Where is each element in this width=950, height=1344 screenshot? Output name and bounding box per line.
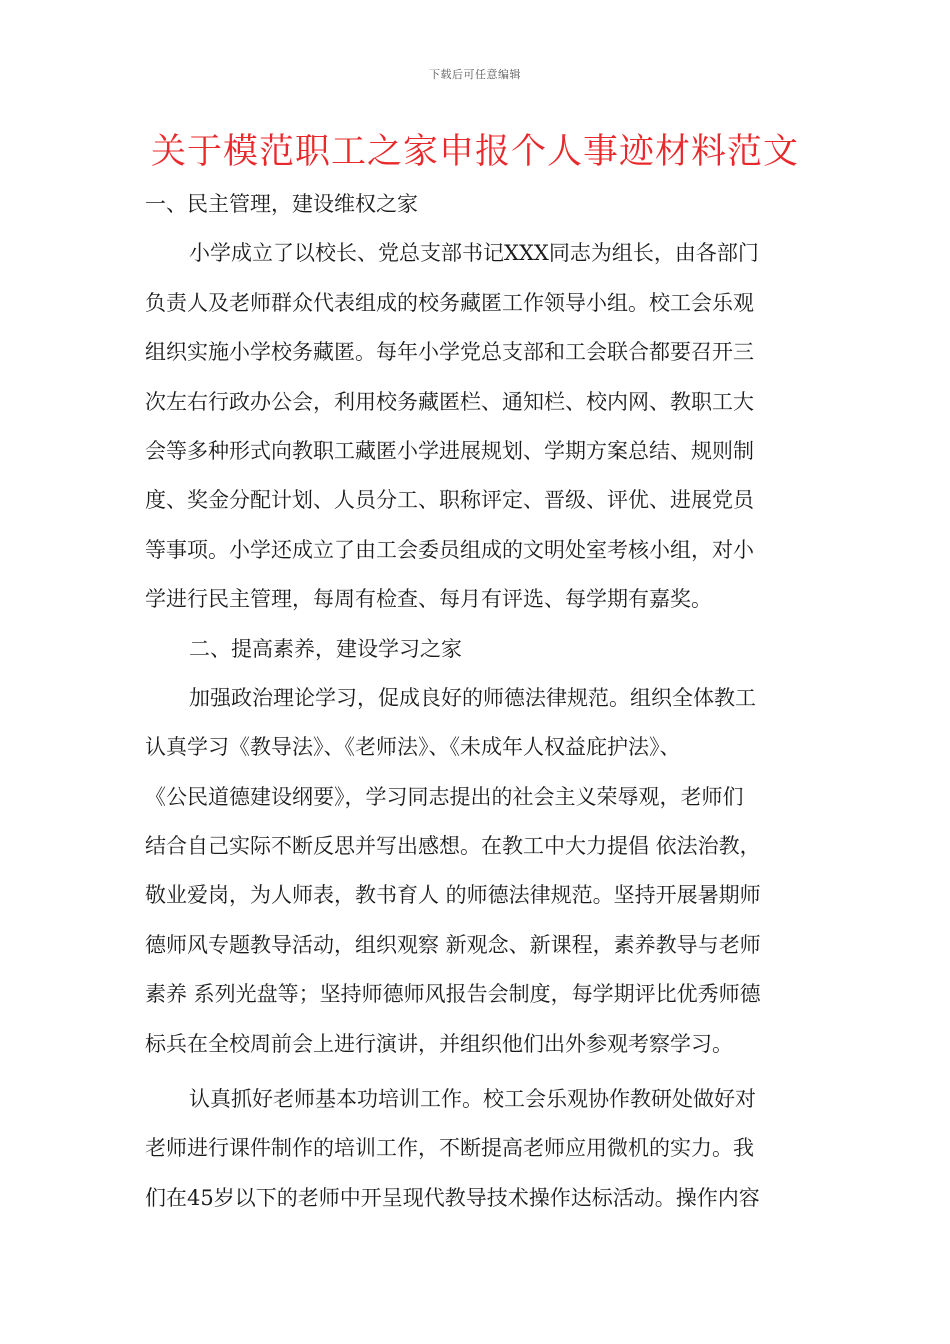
header-note: 下载后可任意编辑 <box>429 68 521 81</box>
paragraph-line: 标兵在全校周前会上进行演讲，并组织他们出外参观考察学习。 <box>145 1031 733 1056</box>
paragraph-line: 《公民道德建设纲要》，学习同志提出的社会主义荣辱观，老师们 <box>145 784 744 809</box>
paragraph-line: 结合自己实际不断反思并写出感想。在教工中大力提倡 依法治教， <box>145 834 761 859</box>
section-heading-1: 一、民主管理，建设维权之家 <box>145 192 418 216</box>
paragraph-line: 素养 系列光盘等；坚持师德师风报告会制度，每学期评比优秀师德 <box>145 982 761 1007</box>
paragraph-line: 敬业爱岗，为人师表，教书育人 的师德法律规范。坚持开展暑期师 <box>145 883 761 908</box>
paragraph-line: 认真抓好老师基本功培训工作。校工会乐观协作教研处做好对 <box>189 1087 756 1112</box>
paragraph-line: 次左右行政办公会，利用校务藏匿栏、通知栏、校内网、教职工大 <box>145 389 754 414</box>
paragraph-line: 等事项。小学还成立了由工会委员组成的文明处室考核小组，对小 <box>145 537 754 562</box>
document-title: 关于模范职工之家申报个人事迹材料范文 <box>150 132 799 172</box>
paragraph-line: 老师进行课件制作的培训工作，不断提高老师应用微机的实力。我 <box>145 1136 754 1161</box>
paragraph-line: 组织实施小学校务藏匿。每年小学党总支部和工会联合都要召开三 <box>145 340 754 365</box>
paragraph-line: 小学成立了以校长、党总支部书记XXX同志为组长，由各部门 <box>189 241 759 266</box>
paragraph-line: 会等多种形式向教职工藏匿小学进展规划、学期方案总结、规则制 <box>145 438 754 463</box>
paragraph-line: 加强政治理论学习，促成良好的师德法律规范。组织全体教工 <box>189 685 756 710</box>
section-heading-2: 二、提高素养，建设学习之家 <box>189 636 462 661</box>
paragraph-line: 认真学习《教导法》、《老师法》、《未成年人权益庇护法》、 <box>145 735 681 760</box>
paragraph-line: 们在45岁以下的老师中开呈现代教导技术操作达标活动。操作内容 <box>145 1185 760 1210</box>
paragraph-line: 度、奖金分配计划、人员分工、职称评定、晋级、评优、进展党员 <box>145 488 754 513</box>
paragraph-line: 负责人及老师群众代表组成的校务藏匿工作领导小组。校工会乐观 <box>145 290 754 315</box>
paragraph-line: 德师风专题教导活动，组织观察 新观念、新课程，素养教导与老师 <box>145 932 761 957</box>
paragraph-line: 学进行民主管理，每周有检查、每月有评选、每学期有嘉奖。 <box>145 587 712 612</box>
document-body <box>145 180 805 1223</box>
